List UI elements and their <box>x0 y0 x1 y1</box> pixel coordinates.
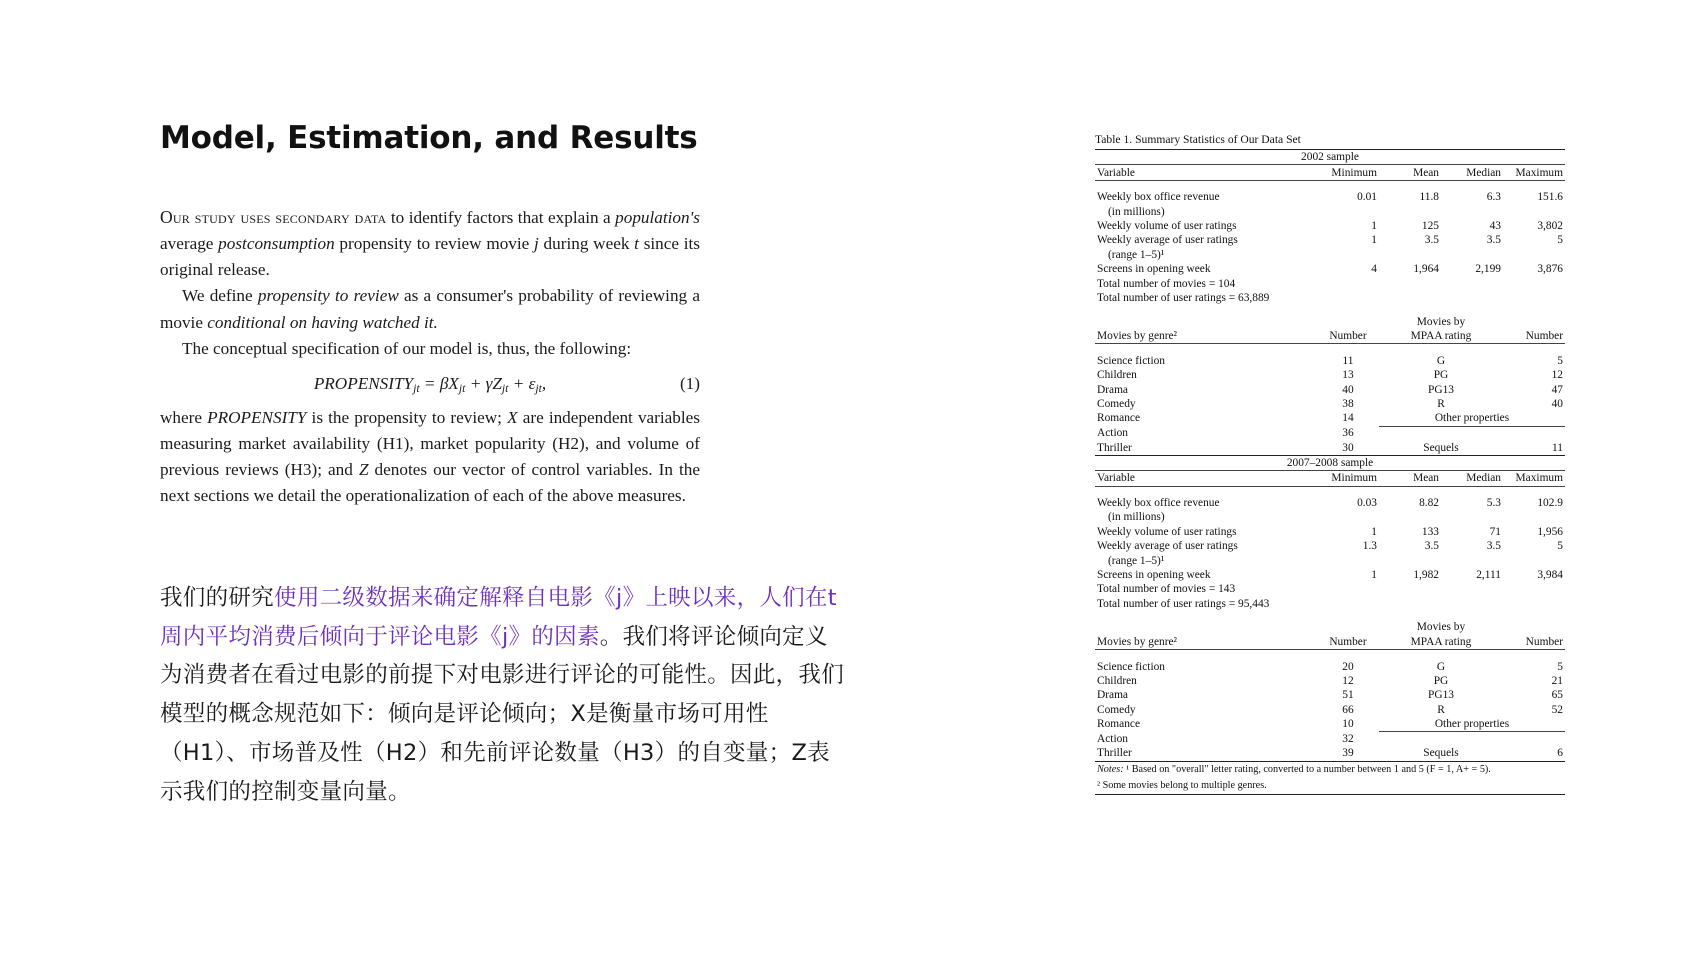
row-mean: 11.8 <box>1419 191 1439 204</box>
col-header-mean: Mean <box>1413 472 1439 485</box>
genre-count: 40 <box>1342 383 1354 396</box>
genre-count: 66 <box>1342 703 1354 716</box>
summary-statistics-table <box>1095 149 1565 795</box>
spacer <box>1095 611 1565 620</box>
genre-name: Thriller <box>1097 441 1132 454</box>
mpaa-name: PG <box>1433 369 1449 382</box>
table-notes-row-2 <box>1095 778 1565 795</box>
row-label: Screens in opening week <box>1097 263 1211 276</box>
row-label: Weekly volume of user ratings <box>1097 220 1237 233</box>
equation-1 <box>160 371 700 398</box>
row-min: 0.01 <box>1357 191 1377 204</box>
equation-sub-1: jt <box>413 381 420 395</box>
p1-text-d: during week <box>538 234 635 254</box>
table-row <box>1095 688 1565 702</box>
total-ratings-2002: Total number of user ratings = 63,889 <box>1097 291 1270 304</box>
table-caption: Table 1. Summary Statistics of Our Data Set <box>1095 133 1301 146</box>
genre-header: Movies by genre² <box>1097 635 1177 648</box>
genre-count: 51 <box>1342 689 1354 702</box>
row-max: 151.6 <box>1537 191 1563 204</box>
equation-end: + ε <box>508 373 536 393</box>
row-max: 102.9 <box>1537 497 1563 510</box>
genre-number-header: Number <box>1329 635 1367 648</box>
row-median: 2,199 <box>1475 263 1501 276</box>
row-mean: 8.82 <box>1419 497 1439 510</box>
mpaa-name: G <box>1436 660 1446 673</box>
genre-name: Science fiction <box>1097 660 1165 673</box>
row-label: Weekly box office revenue <box>1097 191 1220 204</box>
mpaa-name: R <box>1437 397 1445 410</box>
genre-count: 36 <box>1342 427 1354 440</box>
genre-name: Drama <box>1097 689 1128 702</box>
equation-body <box>314 374 546 393</box>
row-median: 3.5 <box>1486 234 1501 247</box>
spacer <box>1095 344 1565 354</box>
p4-text-c: are independent variables measuring market availability (H1), market popularity (H2), and volume of previous reviews (H3); and <box>160 407 700 479</box>
genre-name: Action <box>1097 427 1129 440</box>
notes-label: Notes: <box>1097 763 1124 775</box>
p2-text-a: We define <box>182 286 258 306</box>
table-row <box>1095 746 1565 761</box>
mpaa-header-line1: Movies by <box>1416 621 1466 634</box>
mpaa-name: G <box>1436 354 1446 367</box>
p4-text-b: is the propensity to review; <box>306 407 508 427</box>
col-header-median: Median <box>1466 472 1501 485</box>
translation-segment-plain-2: 。我们将评论倾向定义为消费者在看过电影的前提下对电影进行评论的可能性。因此，我们模型的概念规范如下：倾向是评论倾向；X是衡量市场可用性（H1）、市场普及性（H2）和先前评论数量（H3）的自变量；Z表示我们的控制变量向量。 <box>160 623 845 805</box>
equation-mid-1: = βX <box>419 373 459 393</box>
genre-number-header: Number <box>1329 330 1367 343</box>
p2-italic-a: propensity to review <box>257 286 399 306</box>
mpaa-count: 40 <box>1551 397 1563 410</box>
row-sublabel: (in millions) <box>1108 205 1165 218</box>
row-max: 3,802 <box>1537 220 1563 233</box>
mpaa-name: R <box>1437 703 1445 716</box>
mpaa-name: PG <box>1433 674 1449 687</box>
other-properties-label: Other properties <box>1379 717 1565 732</box>
sample-band-2002-label: 2002 sample <box>1301 151 1359 164</box>
table-row-sub <box>1095 248 1565 262</box>
p1-italic-a: population's <box>615 208 700 227</box>
genre-count: 39 <box>1342 747 1354 760</box>
row-min: 1.3 <box>1362 540 1377 553</box>
row-mean: 133 <box>1421 525 1439 538</box>
sequels-label: Sequels <box>1423 441 1459 454</box>
genre-mpaa-header-top-2007 <box>1095 620 1565 634</box>
row-min: 1 <box>1371 525 1377 538</box>
mpaa-count: 47 <box>1551 383 1563 396</box>
genre-count: 38 <box>1342 397 1354 410</box>
genre-name: Children <box>1097 369 1137 382</box>
p4-italic-b: X <box>507 407 518 427</box>
genre-count: 10 <box>1342 718 1354 731</box>
sample-band-2002 <box>1095 150 1565 165</box>
p1-text-e: since its original release. <box>160 234 700 280</box>
genre-count: 20 <box>1342 660 1354 673</box>
genre-name: Drama <box>1097 383 1128 396</box>
equation-sub-3: jt <box>501 381 509 395</box>
genre-count: 13 <box>1342 369 1354 382</box>
row-max: 5 <box>1557 540 1563 553</box>
genre-name: Romance <box>1097 412 1141 425</box>
genre-count: 14 <box>1342 412 1354 425</box>
spacer <box>1095 486 1565 496</box>
col-header-variable: Variable <box>1097 166 1135 179</box>
col-header-mean: Mean <box>1413 166 1439 179</box>
sequels-count: 6 <box>1557 747 1563 760</box>
col-header-minimum: Minimum <box>1331 472 1377 485</box>
row-mean: 1,964 <box>1413 263 1439 276</box>
table-row-sub <box>1095 205 1565 219</box>
genre-header: Movies by genre² <box>1097 330 1177 343</box>
row-min: 4 <box>1371 263 1377 276</box>
row-mean: 1,982 <box>1413 568 1439 581</box>
row-label: Weekly average of user ratings <box>1097 540 1238 553</box>
table-row-total-movies <box>1095 276 1565 290</box>
sample-band-2007 <box>1095 455 1565 470</box>
table-row <box>1095 674 1565 688</box>
spacer <box>1095 305 1565 314</box>
row-sublabel: (range 1–5)¹ <box>1108 248 1165 261</box>
p2-italic-b: conditional on having watched it. <box>207 312 438 332</box>
mpaa-header-line1: Movies by <box>1416 315 1466 328</box>
row-median: 3.5 <box>1486 540 1501 553</box>
p1-italic-c: j <box>534 234 539 254</box>
mpaa-count: 21 <box>1551 674 1563 687</box>
row-label: Screens in opening week <box>1097 568 1211 581</box>
genre-name: Comedy <box>1097 397 1136 410</box>
table-row <box>1095 703 1565 717</box>
mpaa-header-line2: MPAA rating <box>1410 635 1472 648</box>
other-properties-label: Other properties <box>1379 411 1565 426</box>
genre-name: Romance <box>1097 718 1141 731</box>
paragraph-4 <box>160 405 700 510</box>
row-median: 2,111 <box>1476 568 1501 581</box>
equation-number: (1) <box>679 373 700 393</box>
p2-text-b: as a consumer's probability of reviewing a movie <box>160 286 701 332</box>
table-row <box>1095 354 1565 368</box>
table-row <box>1095 382 1565 396</box>
total-ratings-2007: Total number of user ratings = 95,443 <box>1097 597 1270 610</box>
genre-name: Children <box>1097 674 1137 687</box>
table-row <box>1095 496 1565 510</box>
row-label: Weekly volume of user ratings <box>1097 525 1237 538</box>
row-min: 0.03 <box>1357 497 1377 510</box>
row-label: Weekly box office revenue <box>1097 497 1220 510</box>
table-row <box>1095 440 1565 455</box>
row-mean: 125 <box>1421 220 1439 233</box>
table-notes-row-1 <box>1095 761 1565 778</box>
col-header-variable: Variable <box>1097 472 1135 485</box>
note-2: ² Some movies belong to multiple genres. <box>1097 779 1267 791</box>
english-body-text <box>160 204 700 509</box>
equation-sub-2: jt <box>458 381 466 395</box>
equation-period: , <box>541 373 547 393</box>
row-max: 1,956 <box>1537 525 1563 538</box>
table-row <box>1095 219 1565 233</box>
row-max: 3,876 <box>1537 263 1563 276</box>
p4-text-d: denotes our vector of control variables. In the next sections we detail the operationalization of each of the above measures. <box>160 459 700 505</box>
table-row <box>1095 397 1565 411</box>
genre-mpaa-header-top-2002 <box>1095 315 1565 329</box>
p1-text-c: propensity to review movie <box>334 234 535 254</box>
table-row <box>1095 368 1565 382</box>
row-sublabel: (in millions) <box>1108 511 1165 524</box>
genre-name: Science fiction <box>1097 354 1165 367</box>
row-max: 5 <box>1557 234 1563 247</box>
genre-name: Comedy <box>1097 703 1136 716</box>
row-min: 1 <box>1371 220 1377 233</box>
table-row-sub <box>1095 553 1565 567</box>
row-min: 1 <box>1371 234 1377 247</box>
p1-text-a: to identify factors that explain a <box>386 208 616 227</box>
equation-lhs: PROPENSITY <box>313 373 414 393</box>
row-mean: 3.5 <box>1424 540 1439 553</box>
chinese-translation-text <box>160 579 850 811</box>
p1-text-b: average <box>160 234 219 254</box>
table-row <box>1095 717 1565 732</box>
spacer <box>1095 180 1565 190</box>
genre-mpaa-header-2002 <box>1095 329 1565 344</box>
genre-mpaa-header-2007 <box>1095 635 1565 650</box>
mpaa-number-header: Number <box>1525 635 1563 648</box>
genre-count: 30 <box>1342 441 1354 454</box>
equation-sub-4: jt <box>535 381 542 395</box>
mpaa-count: 5 <box>1557 354 1563 367</box>
row-median: 43 <box>1489 220 1501 233</box>
col-header-median: Median <box>1466 166 1501 179</box>
p4-text-a: where <box>160 407 208 427</box>
table-row <box>1095 525 1565 539</box>
column-header-row-2002 <box>1095 165 1565 180</box>
table-row-total-ratings <box>1095 597 1565 611</box>
table-row-sub <box>1095 510 1565 524</box>
summary-statistics-table-figure <box>1095 133 1565 795</box>
translation-segment-highlighted: 使用二级数据来确定解释自电影《j》上映以来，人们在t周内平均消费后倾向于评论电影《j》的因素 <box>160 585 837 650</box>
p1-italic-d: t <box>634 234 639 254</box>
p1-italic-b: postconsumption <box>218 234 335 254</box>
total-movies-2007: Total number of movies = 143 <box>1097 583 1236 596</box>
genre-count: 32 <box>1342 732 1354 745</box>
row-label: Weekly average of user ratings <box>1097 234 1238 247</box>
row-mean: 3.5 <box>1424 234 1439 247</box>
table-row <box>1095 568 1565 582</box>
column-header-row-2007 <box>1095 471 1565 486</box>
genre-name: Thriller <box>1097 747 1132 760</box>
mpaa-name: PG13 <box>1428 383 1454 396</box>
row-sublabel: (range 1–5)¹ <box>1108 554 1165 567</box>
genre-count: 11 <box>1342 354 1354 367</box>
paragraph-1 <box>160 204 700 283</box>
mpaa-count: 12 <box>1551 369 1563 382</box>
p4-italic-a: PROPENSITY <box>207 407 307 427</box>
table-row <box>1095 233 1565 247</box>
row-median: 6.3 <box>1486 191 1501 204</box>
table-row-total-ratings <box>1095 291 1565 305</box>
row-median: 5.3 <box>1486 497 1501 510</box>
mpaa-count: 52 <box>1551 703 1563 716</box>
row-max: 3,984 <box>1537 568 1563 581</box>
table-row <box>1095 732 1565 746</box>
row-median: 71 <box>1489 525 1501 538</box>
paragraph-2 <box>160 283 700 335</box>
genre-count: 12 <box>1342 674 1354 687</box>
col-header-minimum: Minimum <box>1331 166 1377 179</box>
mpaa-count: 5 <box>1557 660 1563 673</box>
smallcaps-lead: Our study uses secondary data <box>160 207 387 227</box>
translation-segment-plain-1: 我们的研究 <box>160 585 275 612</box>
table-row <box>1095 190 1565 204</box>
paragraph-3: The conceptual specification of our model is, thus, the following: <box>182 338 632 358</box>
p4-italic-c: Z <box>358 459 369 479</box>
table-row <box>1095 426 1565 440</box>
col-header-maximum: Maximum <box>1515 166 1563 179</box>
note-1: ¹ Based on "overall" letter rating, converted to a number between 1 and 5 (F = 1, A+ = 5). <box>1126 763 1491 775</box>
genre-name: Action <box>1097 732 1129 745</box>
sequels-count: 11 <box>1552 441 1563 454</box>
mpaa-number-header: Number <box>1525 330 1563 343</box>
mpaa-header-line2: MPAA rating <box>1410 330 1472 343</box>
table-row <box>1095 539 1565 553</box>
mpaa-count: 65 <box>1551 689 1563 702</box>
spacer <box>1095 650 1565 660</box>
table-row <box>1095 262 1565 276</box>
table-row <box>1095 411 1565 426</box>
page-title: Model, Estimation, and Results <box>160 120 698 156</box>
article-left-column <box>160 120 860 811</box>
col-header-maximum: Maximum <box>1515 472 1563 485</box>
sequels-label: Sequels <box>1423 747 1459 760</box>
mpaa-name: PG13 <box>1428 689 1454 702</box>
sample-band-2007-label: 2007–2008 sample <box>1286 456 1374 469</box>
row-min: 1 <box>1371 568 1377 581</box>
equation-mid-2: + γZ <box>465 373 502 393</box>
total-movies-2002: Total number of movies = 104 <box>1097 277 1236 290</box>
table-row <box>1095 659 1565 673</box>
table-row-total-movies <box>1095 582 1565 596</box>
